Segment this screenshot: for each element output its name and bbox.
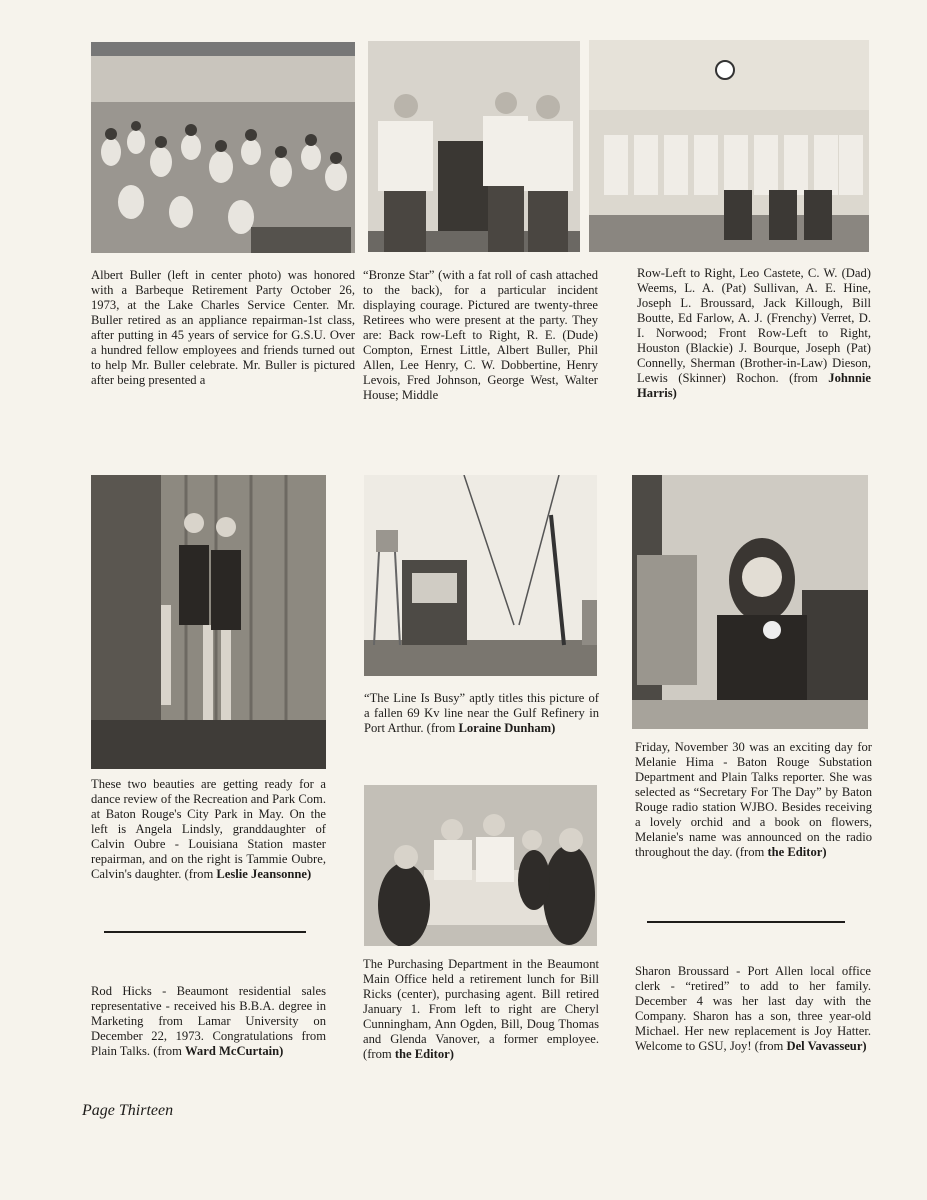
photo-retirees-bronze-star <box>368 41 580 252</box>
photo-group-retirees <box>589 40 869 252</box>
divider-left <box>104 931 306 933</box>
divider-right <box>647 921 845 923</box>
caption-purchasing-credit: the Editor) <box>394 1047 454 1061</box>
caption-sharon-text: Sharon Broussard - Port Allen local office clerk - “retired” to add to her family. December 4 was her last day with the Company. Sharon has a son, three year-old Michael. Her new replacement is Joy Hatter. Welcome to GSU, Joy! (from <box>635 964 871 1053</box>
caption-dancers-text: These two beauties are getting ready for a dance review of the Recreation and Park Com. at Baton Rouge's City Park in May. On the left is Angela Lindsly, granddaughter of Calvin Oubre - Louisiana Station master repairman, and on the right is Tammie Oubre, Calvin's daughter. (from <box>91 777 326 881</box>
caption-melanie-text: Friday, November 30 was an exciting day for Melanie Hima - Baton Rouge Substation Department and Plain Talks reporter. She was selected as “Secretary For The Day” by Baton Rouge radio station WJBO. Besides receiving a lovely orchid and a book on flowers, Melanie's name was announced on the radio throughout the day. (from <box>635 740 872 859</box>
caption-purchasing <box>363 957 599 1062</box>
caption-line-busy-credit: Loraine Dunham) <box>458 721 556 735</box>
photo-dancers <box>91 475 326 769</box>
caption-melanie <box>635 740 872 860</box>
page-number: Page Thirteen <box>82 1102 174 1119</box>
caption-rod-hicks-credit: Ward McCurtain) <box>185 1044 284 1058</box>
caption-buller-part3-text: Row-Left to Right, Leo Castete, C. W. (Dad) Weems, L. A. (Pat) Sullivan, A. E. Hine, Joseph L. Broussard, Jack Killough, Bill Boutte, Ed Farlow, A. J. (Frenchy) Verret, D. I. Norwood; Front Row-Left to Right, Houston (Blackie) J. Bourque, Joseph (Pat) Connelly, Sherman (Brother-in-Law) Dieson, Lewis (Skinner) Rochon. <box>637 266 871 385</box>
caption-sharon-credit: Del Vavasseur) <box>786 1039 867 1053</box>
caption-line-busy <box>364 691 599 736</box>
caption-dancers <box>91 777 326 882</box>
caption-melanie-credit: the Editor) <box>767 845 827 859</box>
caption-buller-part3 <box>637 266 871 401</box>
photo-purchasing-lunch <box>364 785 597 946</box>
caption-dancers-credit: Leslie Jeansonne) <box>216 867 312 881</box>
caption-buller-part1: Albert Buller (left in center photo) was honored with a Barbeque Retirement Party October 26, 1973, at the Lake Charles Service Center. Mr. Buller retired as an appliance repairman-1st class, after putting in 45 years of service for G.S.U. Over a hundred fellow employees and friends turned out to help Mr. Buller celebrate. Mr. Buller is pictured after being presented a <box>91 268 355 387</box>
photo-barbeque-crowd <box>91 42 355 253</box>
caption-buller-credit: Johnnie Harris) <box>637 371 871 400</box>
caption-buller-credit-prefix: (from <box>789 371 829 385</box>
caption-line-busy-text: “The Line Is Busy” aptly titles this picture of a fallen 69 Kv line near the Gulf Refinery in Port Arthur. (from <box>364 691 599 735</box>
caption-rod-hicks-text: Rod Hicks - Beaumont residential sales representative - received his B.B.A. degree in Marketing from Lamar University on December 22, 1973. Congratulations from Plain Talks. (from <box>91 984 326 1058</box>
caption-rod-hicks <box>91 984 326 1059</box>
photo-fallen-line <box>364 475 597 676</box>
photo-melanie-hima <box>632 475 868 729</box>
caption-purchasing-text: The Purchasing Department in the Beaumont Main Office held a retirement lunch for Bill Ricks (center), purchasing agent. Bill retired January 1. From left to right are Cheryl Cunningham, Ann Ogden, Bill, Doug Thomas and Glenda Vanover, a former employee. (from <box>363 957 599 1061</box>
caption-buller-part2: “Bronze Star” (with a fat roll of cash attached to the back), for a particular incident displaying courage. Pictured are twenty-three Retirees who were present at the party. They are: Back row-Left to Right, R. E. (Dude) Compton, Ernest Little, Albert Buller, Phil Allen, Lee Henry, C. W. Dobbertine, Henry Levois, Fred Johnson, George West, Walter House; Middle <box>363 268 598 402</box>
caption-sharon <box>635 964 871 1054</box>
